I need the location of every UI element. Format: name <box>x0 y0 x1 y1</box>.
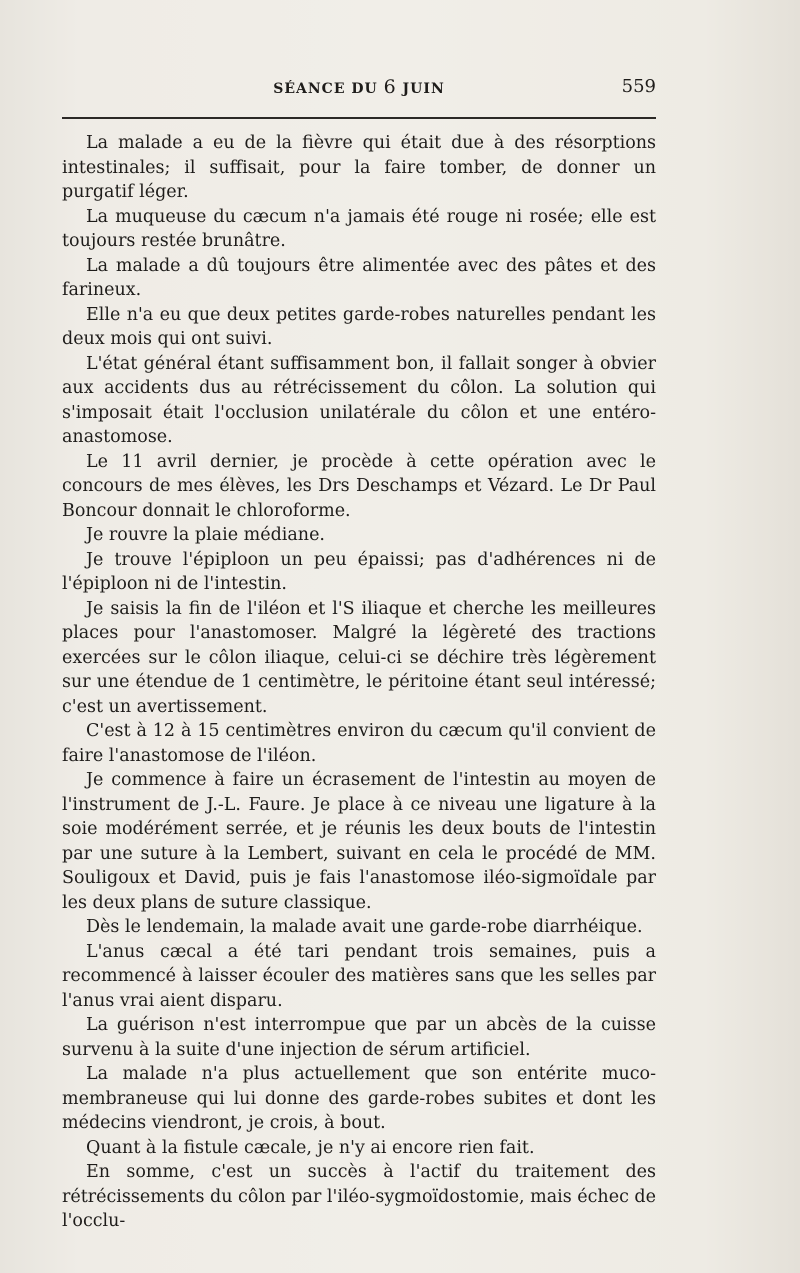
paragraph: C'est à 12 à 15 centimètres environ du cæcum qu'il convient de faire l'anastomose de l'iléon. <box>62 721 656 766</box>
paragraph: Je commence à faire un écrasement de l'intestin au moyen de l'instrument de J.-L. Faure. Je place à ce niveau une ligature à la soie modérément serrée, et je réunis les deux bouts de l'intestin par une suture à la Lembert, suivant en cela le procédé de MM. Souligoux et David, puis je fais l'anastomose iléo-sigmoïdale par les deux plans de suture classique. <box>62 770 656 913</box>
head-title-pre: SÉANCE DU <box>273 81 384 97</box>
paragraph: La malade a dû toujours être alimentée avec des pâtes et des farineux. <box>62 255 656 300</box>
paragraph: La guérison n'est interrompue que par un abcès de la cuisse survenu à la suite d'une injection de sérum artificiel. <box>62 1015 656 1060</box>
paragraph: La malade n'a plus actuellement que son entérite muco-membraneuse qui lui donne des garde-robes subites et dont les médecins viendront, je crois, à bout. <box>62 1064 656 1133</box>
head-title-post: JUIN <box>396 81 445 97</box>
paragraph: Dès le lendemain, la malade avait une garde-robe diarrhéique. <box>86 917 643 937</box>
paragraph: La muqueuse du cæcum n'a jamais été rouge ni rosée; elle est toujours restée brunâtre. <box>62 206 656 251</box>
paragraph: L'état général étant suffisamment bon, il fallait songer à obvier aux accidents dus au rétrécissement du côlon. La solution qui s'imposait était l'occlusion unilatérale du côlon et une entéro-anastomose. <box>62 353 656 447</box>
running-head <box>62 76 656 100</box>
paragraph: Le 11 avril dernier, je procède à cette opération avec le concours de mes élèves, les Drs Deschamps et Vézard. Le Dr Paul Boncour donnait le chloroforme. <box>62 451 656 521</box>
head-title-number: 6 <box>383 76 397 98</box>
page-number: 559 <box>621 76 656 97</box>
body-text <box>62 131 656 1234</box>
paragraph: Je saisis la fin de l'iléon et l'S iliaque et cherche les meilleures places pour l'anastomoser. Malgré la légèreté des tractions exercées sur le côlon iliaque, celui-ci se déchire très légèrement sur une étendue de 1 centimètre, le péritoine étant seul intéressé; c'est un avertissement. <box>62 598 656 717</box>
paragraph: En somme, c'est un succès à l'actif du traitement des rétrécissements du côlon par l'iléo-sygmoïdostomie, mais échec de l'occlu- <box>62 1162 656 1231</box>
header-rule <box>62 117 656 119</box>
paragraph: Elle n'a eu que deux petites garde-robes naturelles pendant les deux mois qui ont suivi. <box>62 304 656 349</box>
paragraph: Je trouve l'épiploon un peu épaissi; pas d'adhérences ni de l'épiploon ni de l'intestin. <box>62 549 656 594</box>
paragraph: Quant à la fistule cæcale, je n'y ai encore rien fait. <box>86 1137 535 1158</box>
running-head-title <box>62 76 656 98</box>
paragraph: Je rouvre la plaie médiane. <box>86 525 325 545</box>
paragraph: La malade a eu de la fièvre qui était due à des résorptions intestinales; il suffisait, pour la faire tomber, de donner un purgatif léger. <box>62 133 656 202</box>
paragraph: L'anus cæcal a été tari pendant trois semaines, puis a recommencé à laisser écouler des matières sans que les selles par l'anus vrai aient disparu. <box>62 941 656 1011</box>
